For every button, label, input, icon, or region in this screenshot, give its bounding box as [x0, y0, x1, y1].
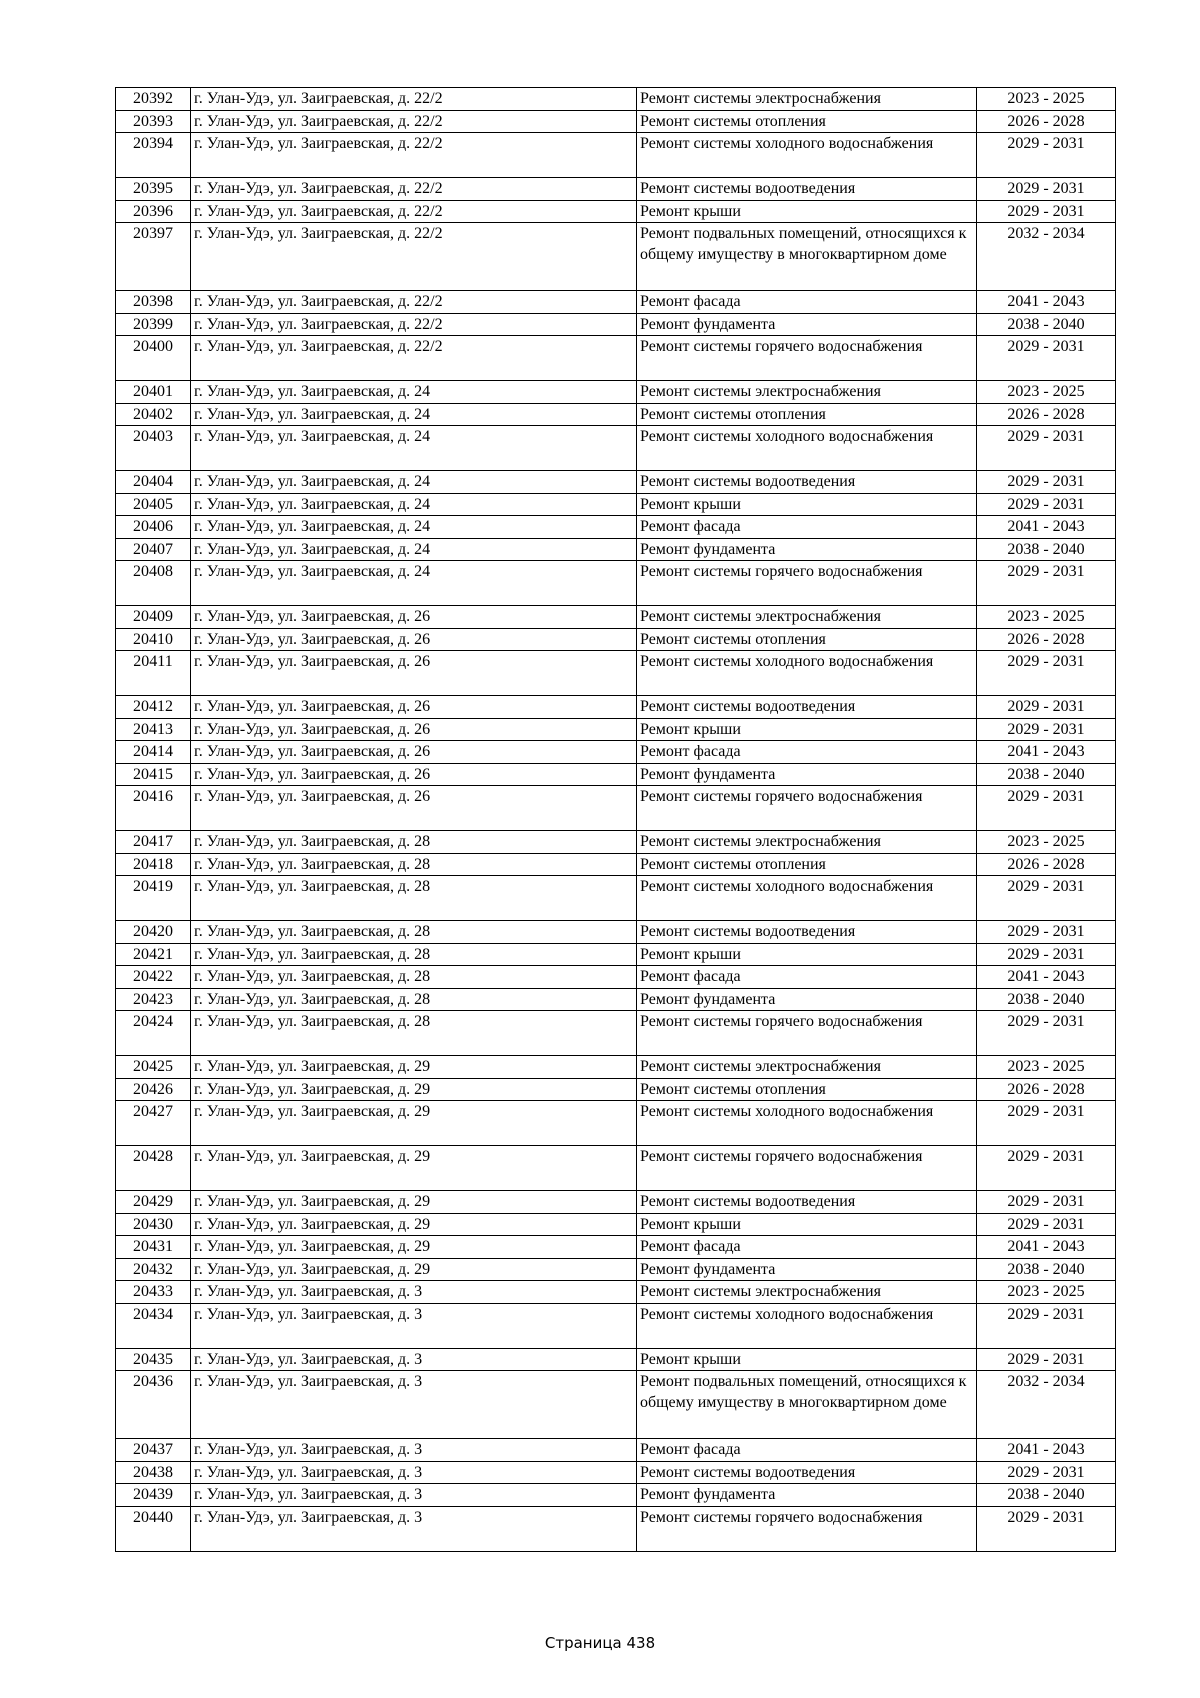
work-type-cell: Ремонт фасада [637, 516, 977, 539]
row-number-cell: 20435 [116, 1348, 191, 1371]
period-cell: 2029 - 2031 [977, 1191, 1116, 1214]
row-number-cell: 20398 [116, 291, 191, 314]
table-row [116, 336, 1116, 381]
row-number-cell: 20401 [116, 381, 191, 404]
period-cell: 2026 - 2028 [977, 1078, 1116, 1101]
table-row [116, 876, 1116, 921]
work-type-cell: Ремонт фасада [637, 1236, 977, 1259]
address-cell: г. Улан-Удэ, ул. Заиграевская, д. 22/2 [191, 88, 637, 111]
period-cell: 2038 - 2040 [977, 988, 1116, 1011]
period-cell: 2029 - 2031 [977, 786, 1116, 831]
address-cell: г. Улан-Удэ, ул. Заиграевская, д. 22/2 [191, 313, 637, 336]
work-type-cell: Ремонт системы горячего водоснабжения [637, 786, 977, 831]
address-cell: г. Улан-Удэ, ул. Заиграевская, д. 28 [191, 921, 637, 944]
work-type-cell: Ремонт системы отопления [637, 110, 977, 133]
table-row [116, 561, 1116, 606]
table-row [116, 1281, 1116, 1304]
period-cell: 2023 - 2025 [977, 1281, 1116, 1304]
period-cell: 2032 - 2034 [977, 223, 1116, 291]
address-cell: г. Улан-Удэ, ул. Заиграевская, д. 3 [191, 1348, 637, 1371]
table-row [116, 831, 1116, 854]
table-row [116, 943, 1116, 966]
repair-schedule-table [115, 87, 1116, 1552]
table-row [116, 1303, 1116, 1348]
row-number-cell: 20410 [116, 628, 191, 651]
period-cell: 2026 - 2028 [977, 403, 1116, 426]
row-number-cell: 20406 [116, 516, 191, 539]
table-row [116, 696, 1116, 719]
work-type-cell: Ремонт фасада [637, 966, 977, 989]
table-row [116, 493, 1116, 516]
work-type-cell: Ремонт системы горячего водоснабжения [637, 1506, 977, 1551]
table-row [116, 178, 1116, 201]
row-number-cell: 20423 [116, 988, 191, 1011]
address-cell: г. Улан-Удэ, ул. Заиграевская, д. 29 [191, 1191, 637, 1214]
table-row [116, 403, 1116, 426]
period-cell: 2029 - 2031 [977, 1506, 1116, 1551]
period-cell: 2041 - 2043 [977, 291, 1116, 314]
row-number-cell: 20409 [116, 606, 191, 629]
address-cell: г. Улан-Удэ, ул. Заиграевская, д. 3 [191, 1439, 637, 1462]
row-number-cell: 20430 [116, 1213, 191, 1236]
work-type-cell: Ремонт системы водоотведения [637, 696, 977, 719]
period-cell: 2032 - 2034 [977, 1371, 1116, 1439]
work-type-cell: Ремонт крыши [637, 493, 977, 516]
period-cell: 2029 - 2031 [977, 696, 1116, 719]
work-type-cell: Ремонт системы отопления [637, 1078, 977, 1101]
period-cell: 2041 - 2043 [977, 741, 1116, 764]
work-type-cell: Ремонт крыши [637, 200, 977, 223]
row-number-cell: 20414 [116, 741, 191, 764]
address-cell: г. Улан-Удэ, ул. Заиграевская, д. 28 [191, 876, 637, 921]
row-number-cell: 20433 [116, 1281, 191, 1304]
row-number-cell: 20431 [116, 1236, 191, 1259]
table-row [116, 763, 1116, 786]
work-type-cell: Ремонт системы электроснабжения [637, 1281, 977, 1304]
work-type-cell: Ремонт фасада [637, 1439, 977, 1462]
row-number-cell: 20415 [116, 763, 191, 786]
work-type-cell: Ремонт системы водоотведения [637, 178, 977, 201]
address-cell: г. Улан-Удэ, ул. Заиграевская, д. 28 [191, 1011, 637, 1056]
period-cell: 2041 - 2043 [977, 1439, 1116, 1462]
period-cell: 2029 - 2031 [977, 1101, 1116, 1146]
period-cell: 2029 - 2031 [977, 1213, 1116, 1236]
period-cell: 2026 - 2028 [977, 853, 1116, 876]
table-row [116, 1371, 1116, 1439]
row-number-cell: 20432 [116, 1258, 191, 1281]
table-row [116, 1191, 1116, 1214]
row-number-cell: 20392 [116, 88, 191, 111]
address-cell: г. Улан-Удэ, ул. Заиграевская, д. 29 [191, 1146, 637, 1191]
work-type-cell: Ремонт системы холодного водоснабжения [637, 651, 977, 696]
work-type-cell: Ремонт фасада [637, 741, 977, 764]
address-cell: г. Улан-Удэ, ул. Заиграевская, д. 26 [191, 741, 637, 764]
address-cell: г. Улан-Удэ, ул. Заиграевская, д. 26 [191, 696, 637, 719]
address-cell: г. Улан-Удэ, ул. Заиграевская, д. 24 [191, 561, 637, 606]
address-cell: г. Улан-Удэ, ул. Заиграевская, д. 22/2 [191, 200, 637, 223]
address-cell: г. Улан-Удэ, ул. Заиграевская, д. 22/2 [191, 110, 637, 133]
period-cell: 2038 - 2040 [977, 313, 1116, 336]
work-type-cell: Ремонт фундамента [637, 313, 977, 336]
period-cell: 2041 - 2043 [977, 966, 1116, 989]
table-row [116, 291, 1116, 314]
work-type-cell: Ремонт фундамента [637, 1484, 977, 1507]
row-number-cell: 20426 [116, 1078, 191, 1101]
table-row [116, 786, 1116, 831]
period-cell: 2029 - 2031 [977, 718, 1116, 741]
period-cell: 2023 - 2025 [977, 88, 1116, 111]
row-number-cell: 20411 [116, 651, 191, 696]
period-cell: 2038 - 2040 [977, 1484, 1116, 1507]
row-number-cell: 20395 [116, 178, 191, 201]
address-cell: г. Улан-Удэ, ул. Заиграевская, д. 24 [191, 538, 637, 561]
period-cell: 2029 - 2031 [977, 1348, 1116, 1371]
work-type-cell: Ремонт системы электроснабжения [637, 606, 977, 629]
address-cell: г. Улан-Удэ, ул. Заиграевская, д. 26 [191, 606, 637, 629]
address-cell: г. Улан-Удэ, ул. Заиграевская, д. 24 [191, 493, 637, 516]
row-number-cell: 20400 [116, 336, 191, 381]
period-cell: 2023 - 2025 [977, 381, 1116, 404]
address-cell: г. Улан-Удэ, ул. Заиграевская, д. 24 [191, 426, 637, 471]
row-number-cell: 20399 [116, 313, 191, 336]
address-cell: г. Улан-Удэ, ул. Заиграевская, д. 26 [191, 718, 637, 741]
page-number: Страница 438 [544, 1634, 656, 1652]
table-row [116, 988, 1116, 1011]
period-cell: 2026 - 2028 [977, 110, 1116, 133]
table-row [116, 538, 1116, 561]
row-number-cell: 20429 [116, 1191, 191, 1214]
row-number-cell: 20417 [116, 831, 191, 854]
address-cell: г. Улан-Удэ, ул. Заиграевская, д. 24 [191, 403, 637, 426]
table-row [116, 853, 1116, 876]
row-number-cell: 20421 [116, 943, 191, 966]
row-number-cell: 20422 [116, 966, 191, 989]
row-number-cell: 20424 [116, 1011, 191, 1056]
work-type-cell: Ремонт крыши [637, 718, 977, 741]
address-cell: г. Улан-Удэ, ул. Заиграевская, д. 3 [191, 1281, 637, 1304]
address-cell: г. Улан-Удэ, ул. Заиграевская, д. 24 [191, 381, 637, 404]
row-number-cell: 20438 [116, 1461, 191, 1484]
table-row [116, 516, 1116, 539]
period-cell: 2029 - 2031 [977, 336, 1116, 381]
address-cell: г. Улан-Удэ, ул. Заиграевская, д. 29 [191, 1236, 637, 1259]
work-type-cell: Ремонт системы отопления [637, 403, 977, 426]
table-row [116, 1056, 1116, 1079]
table-row [116, 1236, 1116, 1259]
work-type-cell: Ремонт системы холодного водоснабжения [637, 1303, 977, 1348]
period-cell: 2029 - 2031 [977, 1303, 1116, 1348]
address-cell: г. Улан-Удэ, ул. Заиграевская, д. 3 [191, 1303, 637, 1348]
period-cell: 2029 - 2031 [977, 561, 1116, 606]
address-cell: г. Улан-Удэ, ул. Заиграевская, д. 26 [191, 651, 637, 696]
period-cell: 2029 - 2031 [977, 133, 1116, 178]
period-cell: 2023 - 2025 [977, 606, 1116, 629]
address-cell: г. Улан-Удэ, ул. Заиграевская, д. 29 [191, 1056, 637, 1079]
period-cell: 2038 - 2040 [977, 1258, 1116, 1281]
work-type-cell: Ремонт системы горячего водоснабжения [637, 336, 977, 381]
row-number-cell: 20394 [116, 133, 191, 178]
table-row [116, 1258, 1116, 1281]
work-type-cell: Ремонт системы отопления [637, 628, 977, 651]
row-number-cell: 20425 [116, 1056, 191, 1079]
address-cell: г. Улан-Удэ, ул. Заиграевская, д. 28 [191, 988, 637, 1011]
table-row [116, 1146, 1116, 1191]
table-row [116, 1484, 1116, 1507]
address-cell: г. Улан-Удэ, ул. Заиграевская, д. 22/2 [191, 223, 637, 291]
address-cell: г. Улан-Удэ, ул. Заиграевская, д. 3 [191, 1506, 637, 1551]
table-row [116, 1348, 1116, 1371]
row-number-cell: 20419 [116, 876, 191, 921]
row-number-cell: 20439 [116, 1484, 191, 1507]
table-row [116, 718, 1116, 741]
table-row [116, 1078, 1116, 1101]
address-cell: г. Улан-Удэ, ул. Заиграевская, д. 29 [191, 1213, 637, 1236]
row-number-cell: 20412 [116, 696, 191, 719]
table-body [116, 88, 1116, 1552]
work-type-cell: Ремонт системы водоотведения [637, 1461, 977, 1484]
work-type-cell: Ремонт системы холодного водоснабжения [637, 876, 977, 921]
period-cell: 2029 - 2031 [977, 493, 1116, 516]
address-cell: г. Улан-Удэ, ул. Заиграевская, д. 22/2 [191, 178, 637, 201]
table-row [116, 1011, 1116, 1056]
period-cell: 2029 - 2031 [977, 1146, 1116, 1191]
work-type-cell: Ремонт системы горячего водоснабжения [637, 561, 977, 606]
work-type-cell: Ремонт фасада [637, 291, 977, 314]
table-row [116, 200, 1116, 223]
row-number-cell: 20427 [116, 1101, 191, 1146]
address-cell: г. Улан-Удэ, ул. Заиграевская, д. 29 [191, 1101, 637, 1146]
address-cell: г. Улан-Удэ, ул. Заиграевская, д. 22/2 [191, 336, 637, 381]
period-cell: 2038 - 2040 [977, 763, 1116, 786]
table-row [116, 1101, 1116, 1146]
period-cell: 2029 - 2031 [977, 651, 1116, 696]
work-type-cell: Ремонт системы водоотведения [637, 921, 977, 944]
table-row [116, 313, 1116, 336]
work-type-cell: Ремонт системы электроснабжения [637, 1056, 977, 1079]
table-row [116, 88, 1116, 111]
work-type-cell: Ремонт системы водоотведения [637, 471, 977, 494]
period-cell: 2029 - 2031 [977, 426, 1116, 471]
address-cell: г. Улан-Удэ, ул. Заиграевская, д. 28 [191, 943, 637, 966]
row-number-cell: 20428 [116, 1146, 191, 1191]
table-row [116, 133, 1116, 178]
row-number-cell: 20393 [116, 110, 191, 133]
work-type-cell: Ремонт фундамента [637, 763, 977, 786]
work-type-cell: Ремонт системы холодного водоснабжения [637, 133, 977, 178]
work-type-cell: Ремонт системы электроснабжения [637, 381, 977, 404]
address-cell: г. Улан-Удэ, ул. Заиграевская, д. 3 [191, 1461, 637, 1484]
work-type-cell: Ремонт подвальных помещений, относящихся к общему имуществу в многоквартирном доме [637, 1371, 977, 1439]
work-type-cell: Ремонт системы горячего водоснабжения [637, 1146, 977, 1191]
period-cell: 2041 - 2043 [977, 516, 1116, 539]
address-cell: г. Улан-Удэ, ул. Заиграевская, д. 24 [191, 516, 637, 539]
table-row [116, 1213, 1116, 1236]
address-cell: г. Улан-Удэ, ул. Заиграевская, д. 29 [191, 1078, 637, 1101]
period-cell: 2029 - 2031 [977, 921, 1116, 944]
table-row [116, 606, 1116, 629]
row-number-cell: 20413 [116, 718, 191, 741]
address-cell: г. Улан-Удэ, ул. Заиграевская, д. 22/2 [191, 291, 637, 314]
row-number-cell: 20408 [116, 561, 191, 606]
work-type-cell: Ремонт системы водоотведения [637, 1191, 977, 1214]
address-cell: г. Улан-Удэ, ул. Заиграевская, д. 26 [191, 628, 637, 651]
row-number-cell: 20437 [116, 1439, 191, 1462]
work-type-cell: Ремонт системы электроснабжения [637, 831, 977, 854]
row-number-cell: 20405 [116, 493, 191, 516]
period-cell: 2029 - 2031 [977, 876, 1116, 921]
row-number-cell: 20404 [116, 471, 191, 494]
work-type-cell: Ремонт подвальных помещений, относящихся к общему имуществу в многоквартирном доме [637, 223, 977, 291]
work-type-cell: Ремонт системы отопления [637, 853, 977, 876]
address-cell: г. Улан-Удэ, ул. Заиграевская, д. 26 [191, 786, 637, 831]
table-row [116, 381, 1116, 404]
address-cell: г. Улан-Удэ, ул. Заиграевская, д. 29 [191, 1258, 637, 1281]
period-cell: 2041 - 2043 [977, 1236, 1116, 1259]
period-cell: 2029 - 2031 [977, 471, 1116, 494]
table-row [116, 651, 1116, 696]
row-number-cell: 20397 [116, 223, 191, 291]
table-row [116, 1461, 1116, 1484]
address-cell: г. Улан-Удэ, ул. Заиграевская, д. 3 [191, 1371, 637, 1439]
row-number-cell: 20418 [116, 853, 191, 876]
table-row [116, 110, 1116, 133]
work-type-cell: Ремонт фундамента [637, 538, 977, 561]
period-cell: 2029 - 2031 [977, 200, 1116, 223]
period-cell: 2029 - 2031 [977, 1461, 1116, 1484]
row-number-cell: 20402 [116, 403, 191, 426]
address-cell: г. Улан-Удэ, ул. Заиграевская, д. 28 [191, 831, 637, 854]
address-cell: г. Улан-Удэ, ул. Заиграевская, д. 24 [191, 471, 637, 494]
table-row [116, 426, 1116, 471]
address-cell: г. Улан-Удэ, ул. Заиграевская, д. 28 [191, 966, 637, 989]
row-number-cell: 20407 [116, 538, 191, 561]
table-row [116, 966, 1116, 989]
table-row [116, 471, 1116, 494]
address-cell: г. Улан-Удэ, ул. Заиграевская, д. 28 [191, 853, 637, 876]
table-row [116, 628, 1116, 651]
row-number-cell: 20403 [116, 426, 191, 471]
period-cell: 2026 - 2028 [977, 628, 1116, 651]
work-type-cell: Ремонт системы горячего водоснабжения [637, 1011, 977, 1056]
work-type-cell: Ремонт фундамента [637, 1258, 977, 1281]
work-type-cell: Ремонт системы электроснабжения [637, 88, 977, 111]
table-row [116, 921, 1116, 944]
table-row [116, 1439, 1116, 1462]
period-cell: 2029 - 2031 [977, 178, 1116, 201]
address-cell: г. Улан-Удэ, ул. Заиграевская, д. 3 [191, 1484, 637, 1507]
row-number-cell: 20436 [116, 1371, 191, 1439]
work-type-cell: Ремонт крыши [637, 1348, 977, 1371]
table-row [116, 1506, 1116, 1551]
period-cell: 2023 - 2025 [977, 831, 1116, 854]
work-type-cell: Ремонт системы холодного водоснабжения [637, 426, 977, 471]
period-cell: 2029 - 2031 [977, 1011, 1116, 1056]
work-type-cell: Ремонт фундамента [637, 988, 977, 1011]
table-row [116, 741, 1116, 764]
row-number-cell: 20434 [116, 1303, 191, 1348]
row-number-cell: 20416 [116, 786, 191, 831]
row-number-cell: 20440 [116, 1506, 191, 1551]
row-number-cell: 20420 [116, 921, 191, 944]
work-type-cell: Ремонт крыши [637, 1213, 977, 1236]
address-cell: г. Улан-Удэ, ул. Заиграевская, д. 26 [191, 763, 637, 786]
period-cell: 2038 - 2040 [977, 538, 1116, 561]
work-type-cell: Ремонт системы холодного водоснабжения [637, 1101, 977, 1146]
table-row [116, 223, 1116, 291]
row-number-cell: 20396 [116, 200, 191, 223]
period-cell: 2023 - 2025 [977, 1056, 1116, 1079]
work-type-cell: Ремонт крыши [637, 943, 977, 966]
period-cell: 2029 - 2031 [977, 943, 1116, 966]
address-cell: г. Улан-Удэ, ул. Заиграевская, д. 22/2 [191, 133, 637, 178]
